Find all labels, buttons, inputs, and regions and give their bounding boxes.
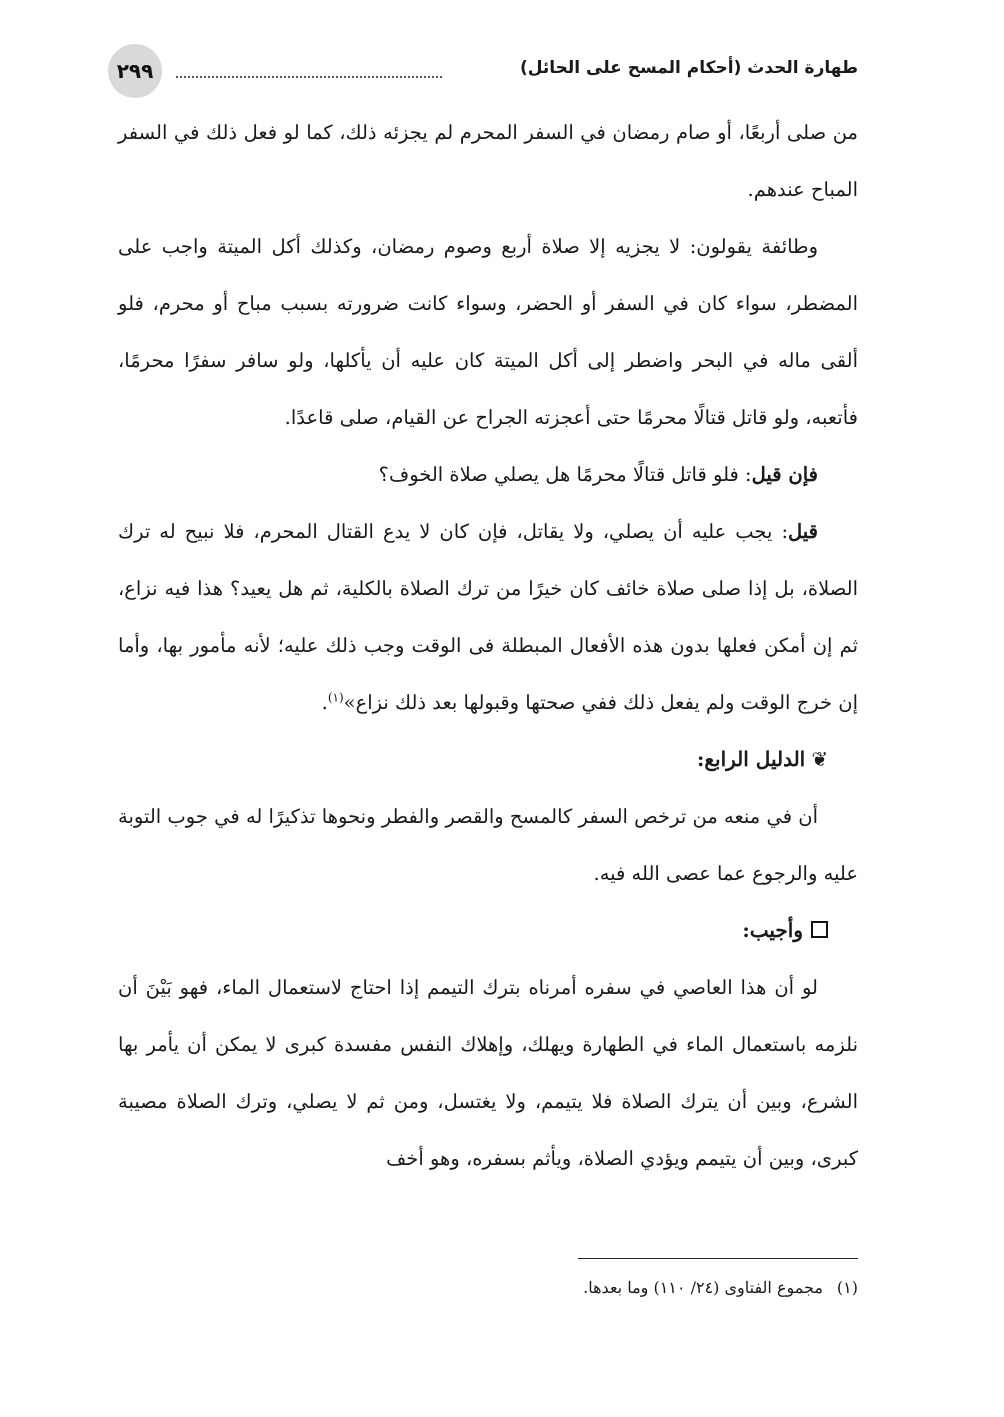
answer-text: : يجب عليه أن يصلي، ولا يقاتل، فإن كان لا يدع القتال المحرم، فلا نبيح له ترك الصلاة، بل إذا صلى صلاة خائف كان خيرًا من ترك الصلاة بالكلية، ثم هل يعيد؟ هذا فيه نزاع، ثم إن أمكن فعلها بدون هذه الأفعال المبطلة فى الوقت وجب ذلك عليه؛ لأنه مأمور بها، وأما إن خرج الوقت ولم يفعل ذلك ففي صحتها وقبولها بعد ذلك نزاع» xyxy=(118,520,858,714)
paragraph: من صلى أربعًا، أو صام رمضان في السفر المحرم لم يجزئه ذلك، كما لو فعل ذلك في السفر المباح عندهم. xyxy=(118,121,858,201)
paragraph xyxy=(118,446,858,503)
checkbox-bullet-icon xyxy=(811,921,828,938)
paragraph: وطائفة يقولون: لا يجزيه إلا صلاة أربع وصوم رمضان، وكذلك أكل الميتة واجب على المضطر، سواء كان في السفر أو الحضر، وسواء كانت ضرورته بسبب مباح أو محرم، فلو ألقى ماله في البحر واضطر إلى أكل الميتة كان عليه أن يأكلها، ولو سافر سفرًا محرمًا، فأتعبه، ولو قاتل قتالًا محرمًا حتى أعجزته الجراح عن القيام، صلى قاعدًا. xyxy=(118,235,858,429)
section-heading-text: الدليل الرابع: xyxy=(697,747,806,771)
footnote-reference: (١) xyxy=(327,690,344,705)
page-number: ٢٩٩ xyxy=(108,44,162,98)
section-heading xyxy=(118,731,858,788)
paragraph: أن في منعه من ترخص السفر كالمسح والقصر والفطر ونحوها تذكيرًا له في جوب التوبة عليه والرجوع عما عصى الله فيه. xyxy=(118,805,858,885)
leaf-bullet-icon: ❦ xyxy=(811,747,828,771)
paragraph xyxy=(118,503,858,731)
page-header xyxy=(108,44,858,98)
main-text xyxy=(118,104,858,1187)
answer-end: . xyxy=(321,691,328,714)
footnote-text: مجموع الفتاوى (٢٤/ ١١٠) وما بعدها. xyxy=(583,1278,823,1297)
subsection-heading-text: وأجيب: xyxy=(742,918,803,942)
footnote-separator xyxy=(578,1258,858,1259)
answer-label: قيل xyxy=(788,520,818,543)
question-text: : فلو قاتل قتالًا محرمًا هل يصلي صلاة الخوف؟ xyxy=(378,463,752,486)
running-title: طهارة الحدث (أحكام المسح على الحائل) xyxy=(519,58,858,78)
footnote-number: (١) xyxy=(836,1278,858,1297)
subsection-heading xyxy=(118,902,858,959)
question-label: فإن قيل xyxy=(751,463,818,486)
header-dots-left xyxy=(176,76,442,78)
footnote xyxy=(583,1278,858,1297)
paragraph: لو أن هذا العاصي في سفره أمرناه بترك التيمم إذا احتاج لاستعمال الماء، فهو بَيْنَ أن نلزمه باستعمال الماء في الطهارة ويهلك، وإهلاك النفس مفسدة كبرى لا يمكن أن يأمر بها الشرع، وبين أن يترك الصلاة فلا يتيمم، ولا يغتسل، ومن ثم لا يصلي، وترك الصلاة مصيبة كبرى، وبين أن يتيمم ويؤدي الصلاة، ويأثم بسفره، وهو أخف xyxy=(118,976,858,1170)
